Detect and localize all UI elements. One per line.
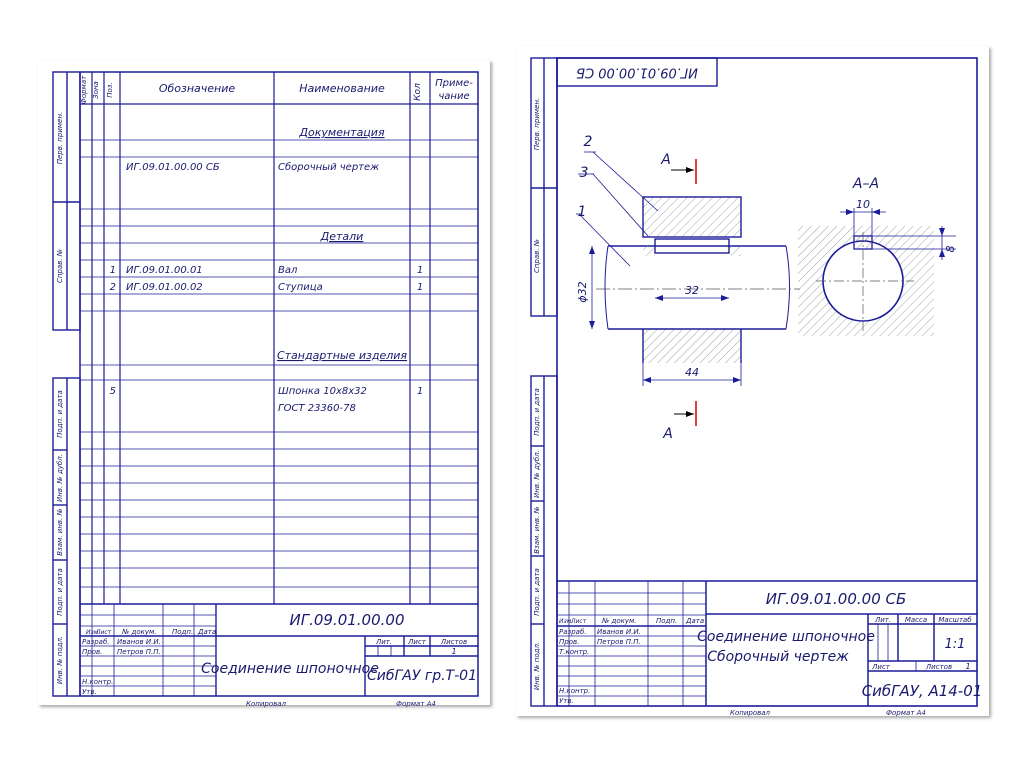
tb-sheet: Лист — [408, 638, 426, 646]
tb-code: ИГ.09.01.00.00 — [289, 611, 405, 629]
row-name: Вал — [278, 265, 298, 276]
hub-lower-hatch — [643, 329, 741, 363]
side-label-podp: Подп. и дата — [56, 390, 64, 438]
row-qty: 1 — [416, 386, 424, 397]
dim-10: 10 — [856, 198, 870, 211]
tb-org: СибГАУ, А14-01 — [861, 682, 983, 700]
row-name: Ступица — [278, 282, 323, 293]
header-format: Формат — [80, 75, 88, 105]
row-pos: 5 — [109, 386, 116, 397]
specification-sheet — [38, 60, 490, 708]
tb-scale: Масштаб — [938, 616, 972, 624]
tb-doc-no: № докум. — [602, 617, 637, 625]
hub-upper-hatch — [643, 197, 741, 237]
tb-mass: Масса — [904, 616, 928, 624]
tb-data: Дата — [198, 628, 217, 636]
section-title: А–А — [852, 176, 880, 192]
row-name: Сборочный чертеж — [278, 162, 380, 173]
side-label-sprav: Справ. № — [533, 238, 541, 274]
tb-prov: Пров. — [82, 648, 103, 656]
header-note-1: Приме- — [435, 78, 473, 89]
section-parts: Детали — [320, 230, 364, 243]
leader-3: 3 — [579, 165, 589, 181]
row-designation: ИГ.09.01.00.02 — [126, 282, 203, 293]
side-label-perv: Перв. примен. — [533, 97, 541, 151]
tb-org: СибГАУ гр.Т-01 — [367, 668, 477, 684]
tb-sheets: Листов — [440, 638, 468, 646]
tb-footer-copied: Копировал — [246, 700, 286, 708]
tb-podp: Подп. — [656, 617, 678, 625]
tb-doc-no: № докум. — [122, 628, 157, 636]
tb-razrab-name: Иванов И.И. — [597, 628, 641, 636]
tb-nkontr: Н.контр. — [559, 687, 591, 695]
header-note-2: чание — [438, 91, 470, 102]
assembly-drawing — [516, 46, 989, 716]
dim-44: 44 — [685, 366, 699, 379]
side-label-inv-podl: Инв. № подл. — [533, 641, 541, 691]
tb-title-1: Соединение шпоночное — [697, 629, 875, 645]
tb-lit: Лит. — [874, 616, 892, 624]
dim-32: 32 — [685, 284, 699, 297]
side-label-podp: Подп. и дата — [533, 388, 541, 436]
tb-razrab: Разраб. — [82, 638, 110, 646]
side-label-vzam: Взам. инв. № — [533, 506, 541, 554]
tb-footer-copied: Копировал — [730, 709, 770, 717]
section-mark-bottom: А — [663, 426, 673, 442]
section-mark-top: А — [661, 152, 671, 168]
tb-sheets-count: 1 — [965, 662, 971, 671]
key-slot-left — [643, 246, 655, 256]
tb-sheets-count: 1 — [451, 647, 457, 656]
assembly-drawing-sheet — [516, 46, 989, 716]
tb-prov-name: Петров П.П. — [597, 638, 641, 646]
leader-1: 1 — [577, 204, 587, 220]
tb-code: ИГ.09.01.00.00 СБ — [765, 590, 907, 608]
row-pos: 2 — [109, 282, 116, 293]
shaft-break-left — [605, 246, 608, 329]
dim-8: 8 — [944, 245, 957, 253]
tb-izm: Изм. — [86, 629, 101, 636]
side-label-sprav: Справ. № — [56, 248, 64, 284]
header-designation: Обозначение — [158, 82, 236, 95]
tb-utv: Утв. — [82, 688, 97, 696]
tb-list: Лист — [571, 618, 587, 625]
tb-scale-value: 1:1 — [944, 637, 966, 652]
side-label-inv-dubl: Инв. № дубл. — [533, 450, 541, 498]
tb-title: Соединение шпоночное — [201, 661, 379, 677]
tb-title-2: Сборочный чертеж — [707, 649, 849, 665]
row-name: Шпонка 10х8х32 — [278, 386, 367, 397]
tb-utv: Утв. — [559, 697, 574, 705]
leader-2: 2 — [583, 134, 593, 150]
tb-tkontr: Т.контр. — [559, 648, 590, 656]
side-label-vzam: Взам. инв. № — [56, 508, 64, 556]
row-name-2: ГОСТ 23360-78 — [278, 403, 356, 414]
side-label-podp2: Подп. и дата — [56, 568, 64, 616]
tb-prov-name: Петров П.П. — [117, 648, 161, 656]
header-name: Наименование — [299, 82, 385, 95]
tb-footer-format: Формат А4 — [886, 709, 926, 717]
tb-podp: Подп. — [172, 628, 194, 636]
tb-razrab: Разраб. — [559, 628, 587, 636]
tb-razrab-name: Иванов И.И. — [117, 638, 161, 646]
rotated-code: ИГ.09.01.00.00 СБ — [576, 64, 698, 80]
row-qty: 1 — [416, 265, 424, 276]
row-qty: 1 — [416, 282, 424, 293]
tb-sheets: Листов — [925, 663, 953, 671]
dim-diameter: ϕ32 — [576, 281, 589, 303]
section-standard: Стандартные изделия — [276, 349, 408, 362]
tb-lit: Лит. — [375, 638, 393, 646]
header-pos: Поз. — [106, 82, 114, 98]
row-designation: ИГ.09.01.00.00 СБ — [126, 162, 220, 173]
header-qty: Кол — [413, 83, 423, 101]
tb-sheet: Лист — [872, 663, 890, 671]
section-documentation: Документация — [299, 126, 385, 139]
side-label-perv: Перв. примен. — [56, 111, 64, 165]
side-label-inv-dubl: Инв. № дубл. — [56, 454, 64, 502]
row-designation: ИГ.09.01.00.01 — [126, 265, 203, 276]
specification-drawing — [38, 60, 490, 708]
row-pos: 1 — [109, 265, 116, 276]
tb-nkontr: Н.контр. — [82, 678, 114, 686]
tb-prov: Пров. — [559, 638, 580, 646]
tb-izm: Изм. — [559, 618, 574, 625]
drawing-frame — [557, 58, 977, 706]
tb-footer-format: Формат А4 — [396, 700, 436, 708]
key-slot-right — [729, 246, 741, 256]
tb-list: Лист — [96, 629, 112, 636]
shaft-break-right — [786, 246, 790, 329]
header-zone: Зона — [92, 81, 100, 99]
tb-data: Дата — [686, 617, 705, 625]
side-label-inv-podl: Инв. № подл. — [56, 635, 64, 685]
side-label-podp2: Подп. и дата — [533, 568, 541, 616]
